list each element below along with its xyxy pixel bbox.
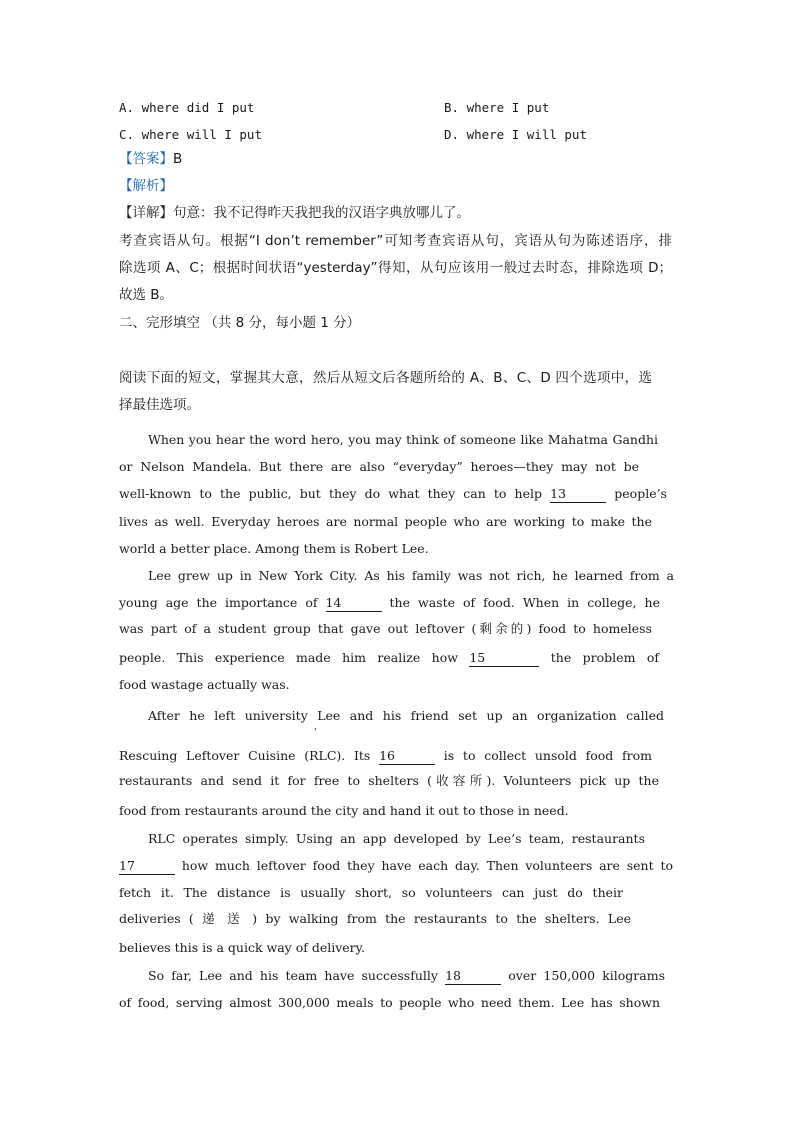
- passage-p3-line-2: Rescuing Leftover Cuisine (RLC). Its 16 is to collect unsold food from: [119, 748, 652, 763]
- blank-15[interactable]: 15: [469, 650, 539, 667]
- blank-18[interactable]: 18: [445, 968, 501, 985]
- detail-line: [119, 203, 470, 223]
- passage-p3-line-1: After he left university Lee and his friend set up an organization called: [148, 708, 664, 723]
- detail-label: 【详解】: [119, 205, 173, 221]
- option-a: A. where did I put: [119, 100, 255, 115]
- passage-p1-line-5: world a better place. Among them is Robert Lee.: [119, 541, 429, 556]
- section-title: 二、完形填空 （共 8 分，每小题 1 分）: [119, 315, 361, 331]
- answer-line: [119, 149, 182, 169]
- passage-p5-line-2: of food, serving almost 300,000 meals to people who need them. Lee has shown: [119, 995, 660, 1010]
- passage-p2-line-2: young age the importance of 14 the waste of food. When in college, he: [119, 595, 660, 610]
- passage-p1-line-1: When you hear the word hero, you may think of someone like Mahatma Gandhi: [148, 432, 658, 447]
- passage-p2-line-4: people. This experience made him realize how 15 the problem of: [119, 650, 659, 665]
- blank-14[interactable]: 14: [326, 595, 382, 612]
- answer-label: 【答案】: [119, 151, 173, 167]
- blank-17[interactable]: 17: [119, 858, 175, 875]
- detail-text: 句意：我不记得昨天我把我的汉语字典放哪儿了。: [173, 205, 470, 221]
- passage-p4-line-2: 17 how much leftover food they have each day. Then volunteers are sent to: [119, 858, 673, 873]
- passage-p4-line-3: fetch it. The distance is usually short, so volunteers can just do their: [119, 885, 623, 900]
- passage-p3-line-3: restaurants and send it for free to shelters (收容所). Volunteers pick up the: [119, 773, 659, 788]
- passage-p3-line-4: food from restaurants around the city and hand it out to those in need.: [119, 803, 569, 818]
- passage-p2-line-1: Lee grew up in New York City. As his family was not rich, he learned from a: [148, 568, 674, 583]
- passage-p4-line-5: believes this is a quick way of delivery.: [119, 940, 366, 955]
- comma-mark: ，: [314, 722, 324, 732]
- passage-p4-line-1: RLC operates simply. Using an app developed by Lee’s team, restaurants: [148, 831, 645, 846]
- blank-13[interactable]: 13: [550, 486, 606, 503]
- passage-p2-line-3: was part of a student group that gave out leftover (剩余的) food to homeless: [119, 621, 652, 636]
- explanation-line-2: 除选项 A、C；根据时间状语“yesterday”得知，从句应该用一般过去时态，排除选项 D；: [119, 260, 672, 276]
- passage-p2-line-5: food wastage actually was.: [119, 677, 290, 692]
- explanation-line-3: 故选 B。: [119, 287, 174, 303]
- passage-p1-line-4: lives as well. Everyday heroes are normal people who are working to make the: [119, 514, 652, 529]
- option-b: B. where I put: [444, 100, 550, 115]
- passage-p4-line-4: deliveries ( 递 送 ) by walking from the restaurants to the shelters. Lee: [119, 911, 631, 926]
- passage-p1-line-3: well-known to the public, but they do what they can to help 13 people’s: [119, 486, 667, 501]
- option-c: C. where will I put: [119, 127, 262, 142]
- instruction-line-2: 择最佳选项。: [119, 397, 200, 413]
- passage-p1-line-2: or Nelson Mandela. But there are also “everyday” heroes—they may not be: [119, 459, 639, 474]
- explanation-line-1: 考查宾语从句。根据“I don’t remember”可知考查宾语从句，宾语从句为陈述语序，排: [119, 233, 672, 249]
- blank-16[interactable]: 16: [379, 748, 435, 765]
- passage-p5-line-1: So far, Lee and his team have successfully 18 over 150,000 kilograms: [148, 968, 665, 983]
- instruction-line-1: 阅读下面的短文，掌握其大意，然后从短文后各题所给的 A、B、C、D 四个选项中，选: [119, 370, 652, 386]
- analysis-label: 【解析】: [119, 178, 173, 194]
- option-d: D. where I will put: [444, 127, 587, 142]
- answer-value: B: [173, 151, 183, 167]
